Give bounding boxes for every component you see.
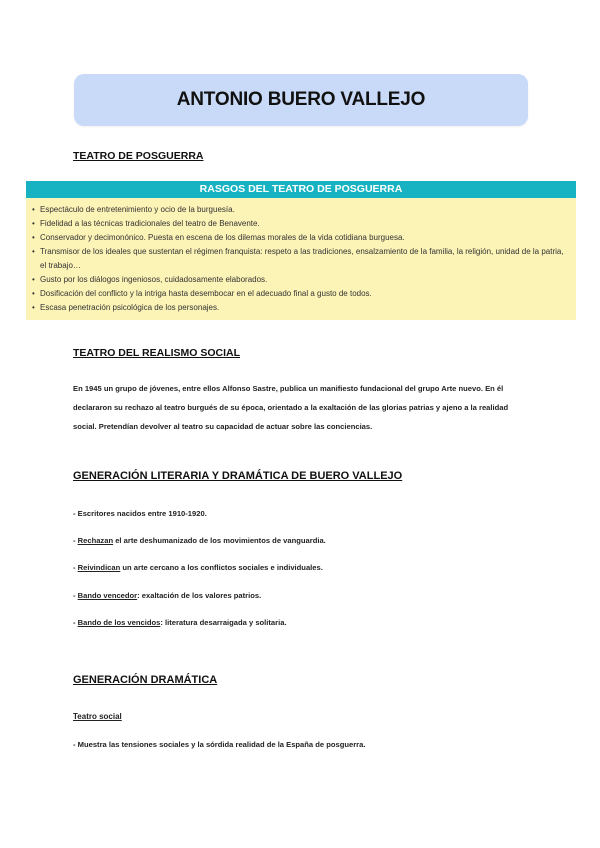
item-prefix: -: [73, 563, 78, 572]
list-item: [73, 563, 323, 572]
item-text: : exaltación de los valores patrios.: [137, 591, 262, 600]
rasgos-list: [32, 203, 570, 315]
list-item: [73, 536, 326, 545]
realismo-paragraph: En 1945 un grupo de jóvenes, entre ellos Alfonso Sastre, publica un manifiesto fundacional del grupo Arte nuevo. En él declararon su rechazo al teatro burgués de su época, orientado a la exaltación de las glorias patrias y ajeno a la realidad social. Pretendían devolver al teatro su capacidad de actuar sobre las conciencias.: [73, 384, 509, 431]
item-term: Reivindican: [77, 563, 121, 572]
list-item: • Conservador y decimonónico. Puesta en escena de los dilemas morales de la vida cotidiana burguesa.: [32, 231, 570, 245]
rasgos-table-header: RASGOS DEL TEATRO DE POSGUERRA: [26, 181, 576, 198]
list-item: - Muestra las tensiones sociales y la sórdida realidad de la España de posguerra.: [73, 740, 366, 749]
title-banner: [74, 74, 528, 126]
list-item: [73, 509, 207, 518]
item-text: : literatura desarraigada y solitaria.: [160, 618, 287, 627]
item-prefix: -: [73, 591, 78, 600]
item-prefix: -: [73, 509, 78, 518]
item-term: Rechazan: [77, 536, 114, 545]
subheading-teatro-social: Teatro social: [73, 712, 122, 721]
section-heading-generacion-dramatica: GENERACIÓN DRAMÁTICA: [73, 674, 218, 686]
list-item: • Fidelidad a las técnicas tradicionales del teatro de Benavente.: [32, 217, 570, 231]
item-prefix: -: [73, 536, 78, 545]
item-text: un arte cercano a los conflictos sociales e individuales.: [120, 563, 323, 572]
item-term: Bando vencedor: [77, 591, 138, 600]
item-text: Escritores nacidos entre 1910-1920.: [77, 509, 207, 518]
list-item: • Transmisor de los ideales que sustentan el régimen franquista: respeto a las tradiciones, ensalzamiento de la familia, la religión, unidad de la patria, el trabajo…: [32, 245, 570, 273]
list-item: [73, 618, 287, 627]
list-item: • Escasa penetración psicológica de los personajes.: [32, 301, 570, 315]
section-heading-generacion-literaria: GENERACIÓN LITERARIA Y DRAMÁTICA DE BUERO VALLEJO: [73, 470, 403, 482]
list-item: • Espectáculo de entretenimiento y ocio de la burguesía.: [32, 203, 570, 217]
item-term: Bando de los vencidos: [77, 618, 161, 627]
item-prefix: -: [73, 618, 78, 627]
rasgos-table: [26, 181, 576, 320]
list-item: • Dosificación del conflicto y la intriga hasta desembocar en el adecuado final a gusto de todos.: [32, 287, 570, 301]
rasgos-table-body: [26, 198, 576, 320]
item-text: el arte deshumanizado de los movimientos de vanguardia.: [113, 536, 326, 545]
section-heading-realismo-social: TEATRO DEL REALISMO SOCIAL: [73, 347, 241, 359]
list-item: [73, 591, 261, 600]
page-title: ANTONIO BUERO VALLEJO: [176, 89, 426, 110]
list-item: • Gusto por los diálogos ingeniosos, cuidadosamente elaborados.: [32, 273, 570, 287]
section-heading-teatro-posguerra: TEATRO DE POSGUERRA: [73, 150, 204, 162]
